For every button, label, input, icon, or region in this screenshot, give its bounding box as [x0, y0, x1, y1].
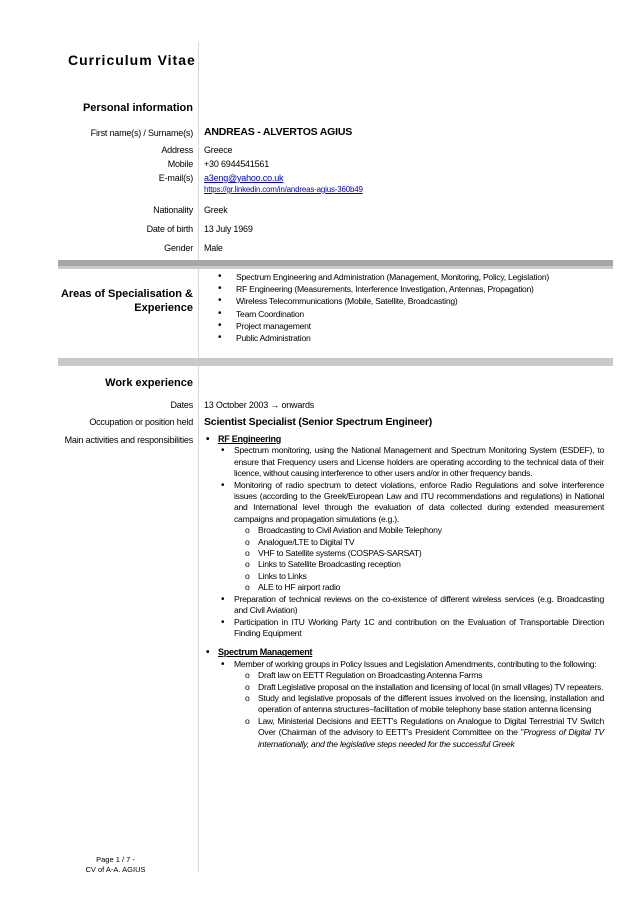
linkedin-link[interactable]: https://gr.linkedin.com/in/andreas-agius-360b49	[204, 185, 363, 194]
cv-owner: CV of A-A. AGIUS	[85, 865, 146, 874]
rf-item: • Preparation of technical reviews on the co-existence of different wireless services (e.g. Broadcasting and Civil Aviation)	[204, 594, 604, 617]
work-experience-heading: Work experience	[105, 377, 193, 389]
dob-value: 13 July 1969	[204, 224, 253, 234]
area-item: • Public Administration	[204, 332, 614, 344]
occupation-label: Occupation or position held	[89, 417, 193, 427]
rf-item: • Participation in ITU Working Party 1C and contribution on the Evaluation of Transportable Direction Finding Equipment	[204, 617, 604, 640]
document-title: Curriculum Vitae	[68, 52, 196, 68]
spectrum-management-heading: • Spectrum Management	[204, 647, 604, 658]
area-item: • Team Coordination	[204, 308, 614, 320]
gender-value: Male	[204, 243, 223, 253]
sm-sub-item: o Study and legislative proposals of the different issues involved on the licensing, installation and operation of antenna structures–facilitation of mobile telephony base station antenna licensing	[204, 693, 604, 716]
dates-value: 13 October 2003 → onwards	[204, 400, 315, 410]
activities-label: Main activities and responsibilities	[64, 435, 193, 445]
dates-label: Dates	[170, 400, 193, 410]
personal-info-heading: Personal information	[82, 102, 193, 114]
gender-label: Gender	[164, 243, 193, 253]
mobile-label: Mobile	[167, 159, 193, 169]
mobile-value: +30 6944541561	[204, 159, 270, 169]
column-divider	[198, 42, 199, 872]
sm-sub-item-text: Law, Ministerial Decisions and EETT's Regulations on Analogue to Digital Terrestrial TV Switch Over (Chairman of the advisory to EETT's President Committee on the "	[258, 715, 604, 738]
rf-sub-item: o Links to Satellite Broadcasting reception	[204, 559, 604, 570]
area-item: • Wireless Telecommunications (Mobile, Satellite, Broadcasting)	[204, 295, 614, 307]
rf-sub-item: o VHF to Satellite systems (COSPAS-SARSAT)	[204, 548, 604, 559]
areas-list	[204, 271, 614, 344]
areas-heading-line2: Experience	[134, 302, 193, 314]
rf-sub-item: o ALE to HF airport radio	[204, 582, 604, 593]
area-item: • RF Engineering (Measurements, Interference Investigation, Antennas, Propagation)	[204, 283, 614, 295]
nationality-label: Nationality	[153, 205, 193, 215]
sm-sub-item: o Draft law on EETT Regulation on Broadcasting Antenna Farms	[204, 670, 604, 681]
area-item: • Project management	[204, 320, 614, 332]
page-footer	[58, 855, 173, 875]
sm-sub-item	[204, 716, 604, 750]
email-label: E-mail(s)	[158, 173, 193, 183]
page-number: Page 1 / 7 -	[96, 855, 135, 864]
dob-label: Date of birth	[146, 224, 193, 234]
activities-content	[204, 434, 604, 750]
address-label: Address	[161, 145, 193, 155]
area-item: • Spectrum Engineering and Administration (Management, Monitoring, Policy, Legislation)	[204, 271, 614, 283]
sm-sub-item-italic: Progress of Digital TV internationally, and the legislative steps needed for the successful Greek	[258, 727, 604, 749]
section-separator-light	[58, 358, 613, 366]
address-value: Greece	[204, 145, 233, 155]
rf-sub-item: o Broadcasting to Civil Aviation and Mobile Telephony	[204, 525, 604, 536]
rf-item: • Spectrum monitoring, using the National Management and Spectrum Monitoring System (ESDEF), to ensure that Frequency users and License holders are operating according to the technical data of their licence, without causing interference to other users and/or in other frequency bands.	[204, 445, 604, 479]
full-name: ANDREAS - ALVERTOS AGIUS	[204, 126, 353, 138]
rf-sub-item: o Analogue/LTE to Digital TV	[204, 537, 604, 548]
areas-heading	[61, 287, 193, 315]
areas-heading-line1: Areas of Specialisation &	[60, 288, 193, 300]
nationality-value: Greek	[204, 205, 228, 215]
sm-sub-item: o Draft Legislative proposal on the installation and licensing of local (in small villages) TV repeaters.	[204, 682, 604, 693]
sm-item: • Member of working groups in Policy Issues and Legislation Amendments, contributing to the following:	[204, 659, 604, 670]
section-separator-light	[58, 266, 613, 269]
name-label: First name(s) / Surname(s)	[90, 128, 193, 138]
rf-engineering-heading: • RF Engineering	[204, 434, 604, 445]
rf-item: • Monitoring of radio spectrum to detect violations, enforce Radio Regulations and solve interference issues (according to the Greek/European Law and ITU recommendations and regulations) in National and International level through the evaluation of data collected during extended measurement campaigns and propagation simulations (e.g.).	[204, 480, 604, 526]
email-link[interactable]: a3eng@yahoo.co.uk	[204, 173, 284, 183]
rf-sub-item: o Links to Links	[204, 571, 604, 582]
occupation-value: Scientist Specialist (Senior Spectrum Engineer)	[204, 416, 433, 428]
